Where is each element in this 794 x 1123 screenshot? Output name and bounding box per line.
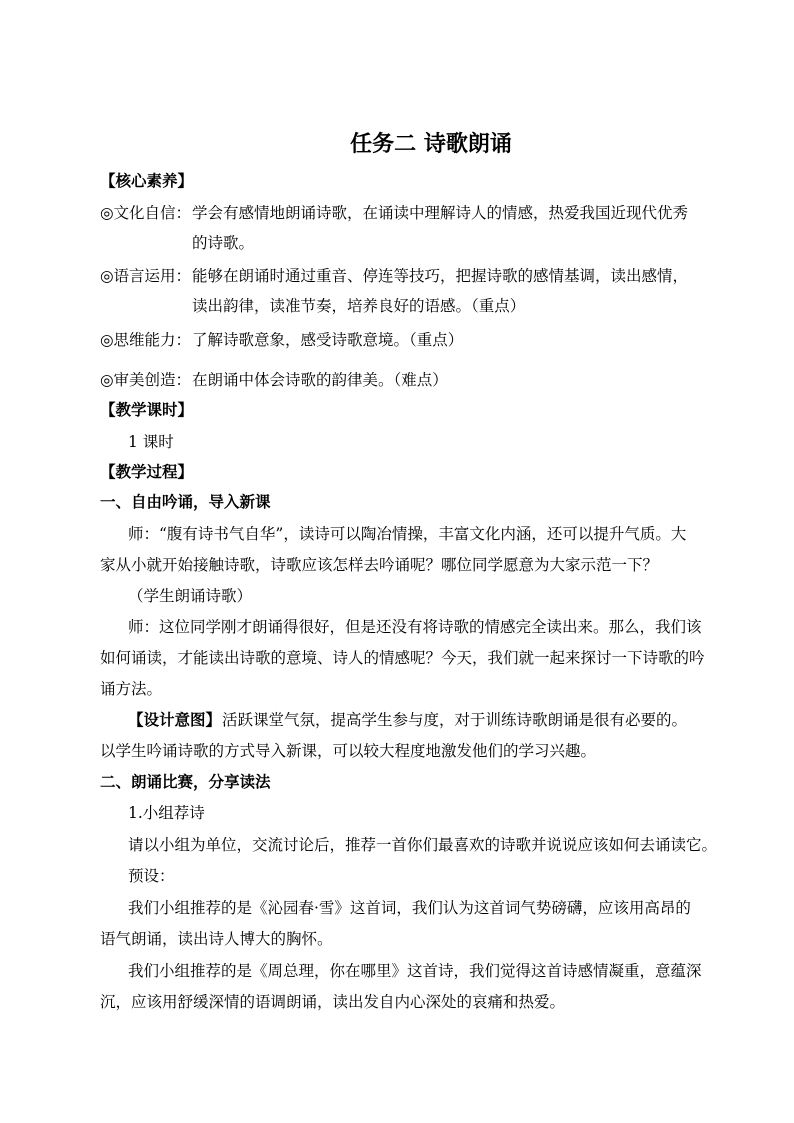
paragraph-line: 我们小组推荐的是《周总理，你在哪里》这首诗，我们觉得这首诗感情凝重，意蕴深 bbox=[128, 962, 702, 980]
literacy-text-line: 学会有感情地朗诵诗歌，在诵读中理解诗人的情感，热爱我国近现代优秀 bbox=[192, 204, 689, 222]
paragraph-line: 语气朗诵，读出诗人博大的胸怀。 bbox=[100, 930, 333, 948]
page-title: 任务二 诗歌朗诵 bbox=[350, 131, 512, 157]
paragraph-line: （学生朗诵诗歌） bbox=[128, 587, 253, 605]
literacy-label-language: ◎语言运用： bbox=[100, 267, 192, 285]
paragraph-line: 师：这位同学刚才朗诵得很好，但是还没有将诗歌的情感完全读出来。那么，我们该 bbox=[128, 618, 702, 636]
subsection-title: 1.小组荐诗 bbox=[128, 804, 205, 822]
literacy-label-culture: ◎文化自信： bbox=[100, 204, 192, 222]
literacy-text-line: 读出韵律，读准节奏，培养良好的语感。（重点） bbox=[192, 297, 526, 315]
literacy-text-line: 的诗歌。 bbox=[192, 234, 255, 252]
literacy-text-line: 在朗诵中体会诗歌的韵律美。（难点） bbox=[192, 371, 448, 389]
section1-title: 一、自由吟诵，导入新课 bbox=[100, 492, 271, 511]
paragraph-line: 以学生吟诵诗歌的方式导入新课，可以较大程度地激发他们的学习兴趣。 bbox=[100, 742, 597, 760]
paragraph-line: 师：“腹有诗书气自华”，读诗可以陶冶情操，丰富文化内涵，还可以提升气质。大 bbox=[128, 525, 687, 543]
core-literacy-heading: 【核心素养】 bbox=[100, 171, 194, 190]
preset-label: 预设： bbox=[128, 867, 175, 885]
paragraph-line: 如何诵读，才能读出诗歌的意境、诗人的情感呢？今天，我们就一起来探讨一下诗歌的吟 bbox=[100, 649, 705, 667]
literacy-text-line: 了解诗歌意象，感受诗歌意境。（重点） bbox=[192, 331, 464, 349]
paragraph-line: 沉，应该用舒缓深情的语调朗诵，读出发自内心深处的哀痛和热爱。 bbox=[100, 993, 566, 1011]
design-intent-label: 【设计意图】 bbox=[128, 710, 222, 729]
paragraph-line: 我们小组推荐的是《沁园春·雪》这首词，我们认为这首词气势磅礴，应该用高昂的 bbox=[128, 899, 691, 917]
paragraph-line: 诵方法。 bbox=[100, 680, 163, 698]
class-hours-heading: 【教学课时】 bbox=[100, 400, 194, 419]
paragraph-line: 活跃课堂气氛，提高学生参与度，对于训练诗歌朗诵是很有必要的。 bbox=[222, 711, 688, 729]
literacy-label-aesthetic: ◎审美创造： bbox=[100, 371, 192, 389]
class-hours-value: 1 课时 bbox=[128, 433, 174, 451]
paragraph-line: 请以小组为单位，交流讨论后，推荐一首你们最喜欢的诗歌并说说应该如何去诵读它。 bbox=[128, 836, 718, 854]
section2-title: 二、朗诵比赛，分享读法 bbox=[100, 772, 271, 791]
literacy-text-line: 能够在朗诵时通过重音、停连等技巧，把握诗歌的感情基调，读出感情， bbox=[192, 267, 689, 285]
literacy-label-thinking: ◎思维能力： bbox=[100, 331, 192, 349]
teaching-process-heading: 【教学过程】 bbox=[100, 462, 194, 481]
paragraph-line: 家从小就开始接触诗歌，诗歌应该怎样去吟诵呢？哪位同学愿意为大家示范一下？ bbox=[100, 556, 659, 574]
